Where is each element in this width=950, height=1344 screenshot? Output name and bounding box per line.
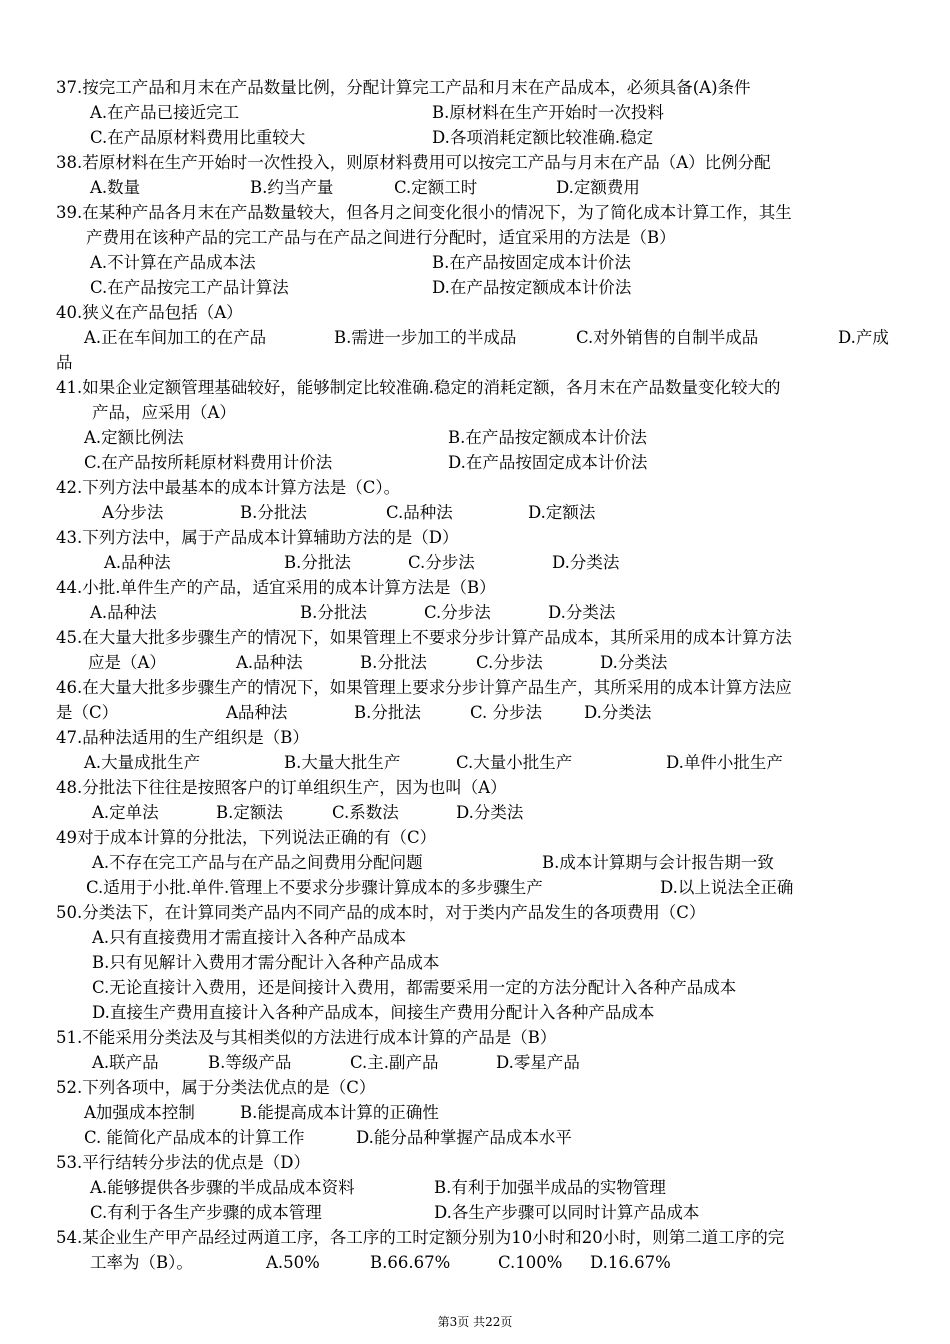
q53-option-b: B.有利于加强半成品的实物管理 [434, 1178, 666, 1197]
q52-option-a: A加强成本控制 [84, 1103, 195, 1122]
q41-stem-cont: 产品，应采用（A） [92, 403, 236, 422]
q40-option-d: D.产成 [838, 328, 889, 347]
q44-option-a: A.品种法 [90, 603, 157, 622]
q40-stem: 40.狭义在产品包括（A） [56, 303, 243, 322]
q50-option-c: C.无论直接计入费用，还是间接计入费用，都需要采用一定的方法分配计入各种产品成本 [92, 978, 737, 997]
q39-option-a: A.不计算在产品成本法 [90, 253, 256, 272]
q53-stem: 53.平行结转分步法的优点是（D） [56, 1153, 310, 1172]
q37-option-b: B.原材料在生产开始时一次投料 [432, 103, 664, 122]
q47-option-a: A.大量成批生产 [84, 753, 201, 772]
q41-stem: 41.如果企业定额管理基础较好，能够制定比较准确.稳定的消耗定额，各月末在产品数量变化较大的 [56, 378, 781, 397]
q47-option-c: C.大量小批生产 [456, 753, 573, 772]
q38-option-d: D.定额费用 [556, 178, 640, 197]
q50-option-a: A.只有直接费用才需直接计入各种产品成本 [92, 928, 407, 947]
q38-stem: 38.若原材料在生产开始时一次性投入，则原材料费用可以按完工产品与月末在产品（A）比例分配 [56, 153, 771, 172]
q45-option-d: D.分类法 [600, 653, 668, 672]
q52-option-d: D.能分品种掌握产品成本水平 [356, 1128, 572, 1147]
q40-option-b: B.需进一步加工的半成品 [334, 328, 517, 347]
q43-stem: 43.下列方法中，属于产品成本计算辅助方法的是（D） [56, 528, 459, 547]
q40-option-a: A.正在车间加工的在产品 [84, 328, 267, 347]
q40-option-d-wrap: 品 [56, 353, 73, 372]
q47-stem: 47.品种法适用的生产组织是（B） [56, 728, 309, 747]
q47-option-d: D.单件小批生产 [666, 753, 783, 772]
q45-option-b: B.分批法 [360, 653, 427, 672]
q54-stem-cont: 工率为（B）。 [90, 1253, 193, 1272]
q54-option-d: D.16.67% [590, 1253, 671, 1272]
q42-option-d: D.定额法 [528, 503, 596, 522]
q54-option-c: C.100% [498, 1253, 563, 1272]
q51-option-d: D.零星产品 [496, 1053, 580, 1072]
q44-option-c: C.分步法 [424, 603, 491, 622]
q38-option-c: C.定额工时 [394, 178, 478, 197]
q43-option-c: C.分步法 [408, 553, 475, 572]
q39-option-b: B.在产品按固定成本计价法 [432, 253, 631, 272]
q53-option-d: D.各生产步骤可以同时计算产品成本 [434, 1203, 700, 1222]
q50-option-d: D.直接生产费用直接计入各种产品成本，间接生产费用分配计入各种产品成本 [92, 1003, 655, 1022]
q41-option-d: D.在产品按固定成本计价法 [448, 453, 648, 472]
q37-option-a: A.在产品已接近完工 [90, 103, 240, 122]
q42-option-a: A分步法 [102, 503, 164, 522]
q45-stem-cont: 应是（A） [88, 653, 166, 672]
q44-option-d: D.分类法 [548, 603, 616, 622]
q41-option-b: B.在产品按定额成本计价法 [448, 428, 647, 447]
q51-stem: 51.不能采用分类法及与其相类似的方法进行成本计算的产品是（B） [56, 1028, 557, 1047]
q39-stem-cont: 产费用在该种产品的完工产品与在产品之间进行分配时，适宜采用的方法是（B） [86, 228, 676, 247]
q49-stem: 49对于成本计算的分批法，下列说法正确的有（C） [56, 828, 437, 847]
q54-option-a: A.50% [266, 1253, 320, 1272]
q53-option-a: A.能够提供各步骤的半成品成本资料 [90, 1178, 355, 1197]
q40-option-c: C.对外销售的自制半成品 [576, 328, 759, 347]
q49-option-a: A.不存在完工产品与在产品之间费用分配问题 [92, 853, 423, 872]
q44-stem: 44.小批.单件生产的产品，适宜采用的成本计算方法是（B） [56, 578, 496, 597]
q48-option-a: A.定单法 [92, 803, 159, 822]
q45-option-c: C.分步法 [476, 653, 543, 672]
q46-stem: 46.在大量大批多步骤生产的情况下，如果管理上要求分步计算产品生产，其所采用的成本计算方法应 [56, 678, 792, 697]
q48-option-b: B.定额法 [216, 803, 283, 822]
q49-option-d: D.以上说法全正确 [660, 878, 794, 897]
q38-option-b: B.约当产量 [250, 178, 334, 197]
q46-stem-cont: 是（C） [56, 703, 119, 722]
q52-stem: 52.下列各项中，属于分类法优点的是（C） [56, 1078, 376, 1097]
q49-option-c: C.适用于小批.单件.管理上不要求分步骤计算成本的多步骤生产 [86, 878, 543, 897]
q46-option-b: B.分批法 [354, 703, 421, 722]
q43-option-d: D.分类法 [552, 553, 620, 572]
q51-option-b: B.等级产品 [208, 1053, 292, 1072]
q52-option-c: C. 能简化产品成本的计算工作 [84, 1128, 305, 1147]
q39-stem: 39.在某种产品各月末在产品数量较大，但各月之间变化很小的情况下，为了简化成本计算工作，其生 [56, 203, 792, 222]
page-footer: 第3页 共22页 [437, 1315, 513, 1329]
q39-option-c: C.在产品按完工产品计算法 [90, 278, 289, 297]
q37-option-d: D.各项消耗定额比较准确.稳定 [432, 128, 654, 147]
q38-option-a: A.数量 [90, 178, 141, 197]
q43-option-b: B.分批法 [284, 553, 351, 572]
q43-option-a: A.品种法 [104, 553, 171, 572]
q46-option-c: C. 分步法 [470, 703, 543, 722]
q46-option-a: A品种法 [226, 703, 288, 722]
q41-option-c: C.在产品按所耗原材料费用计价法 [84, 453, 333, 472]
q49-option-b: B.成本计算期与会计报告期一致 [542, 853, 774, 872]
q44-option-b: B.分批法 [300, 603, 367, 622]
q42-stem: 42.下列方法中最基本的成本计算方法是（C）。 [56, 478, 401, 497]
q41-option-a: A.定额比例法 [84, 428, 184, 447]
q53-option-c: C.有利于各生产步骤的成本管理 [90, 1203, 322, 1222]
q37-stem: 37.按完工产品和月末在产品数量比例，分配计算完工产品和月末在产品成本，必须具备(A)条件 [56, 78, 751, 97]
q45-option-a: A.品种法 [236, 653, 303, 672]
q48-option-c: C.系数法 [332, 803, 399, 822]
q50-stem: 50.分类法下，在计算同类产品内不同产品的成本时，对于类内产品发生的各项费用（C） [56, 903, 706, 922]
q51-option-a: A.联产品 [92, 1053, 159, 1072]
q47-option-b: B.大量大批生产 [284, 753, 401, 772]
q46-option-d: D.分类法 [584, 703, 652, 722]
q48-stem: 48.分批法下往往是按照客户的订单组织生产，因为也叫（A） [56, 778, 507, 797]
q54-stem: 54.某企业生产甲产品经过两道工序，各工序的工时定额分别为10小时和20小时，则第二道工序的完 [56, 1228, 785, 1247]
q54-option-b: B.66.67% [370, 1253, 451, 1272]
q52-option-b: B.能提高成本计算的正确性 [240, 1103, 439, 1122]
q48-option-d: D.分类法 [456, 803, 524, 822]
q45-stem: 45.在大量大批多步骤生产的情况下，如果管理上不要求分步计算产品成本，其所采用的成本计算方法 [56, 628, 792, 647]
q37-option-c: C.在产品原材料费用比重较大 [90, 128, 306, 147]
q39-option-d: D.在产品按定额成本计价法 [432, 278, 632, 297]
q51-option-c: C.主.副产品 [350, 1053, 439, 1072]
q42-option-b: B.分批法 [240, 503, 307, 522]
q50-option-b: B.只有见解计入费用才需分配计入各种产品成本 [92, 953, 440, 972]
q42-option-c: C.品种法 [386, 503, 453, 522]
